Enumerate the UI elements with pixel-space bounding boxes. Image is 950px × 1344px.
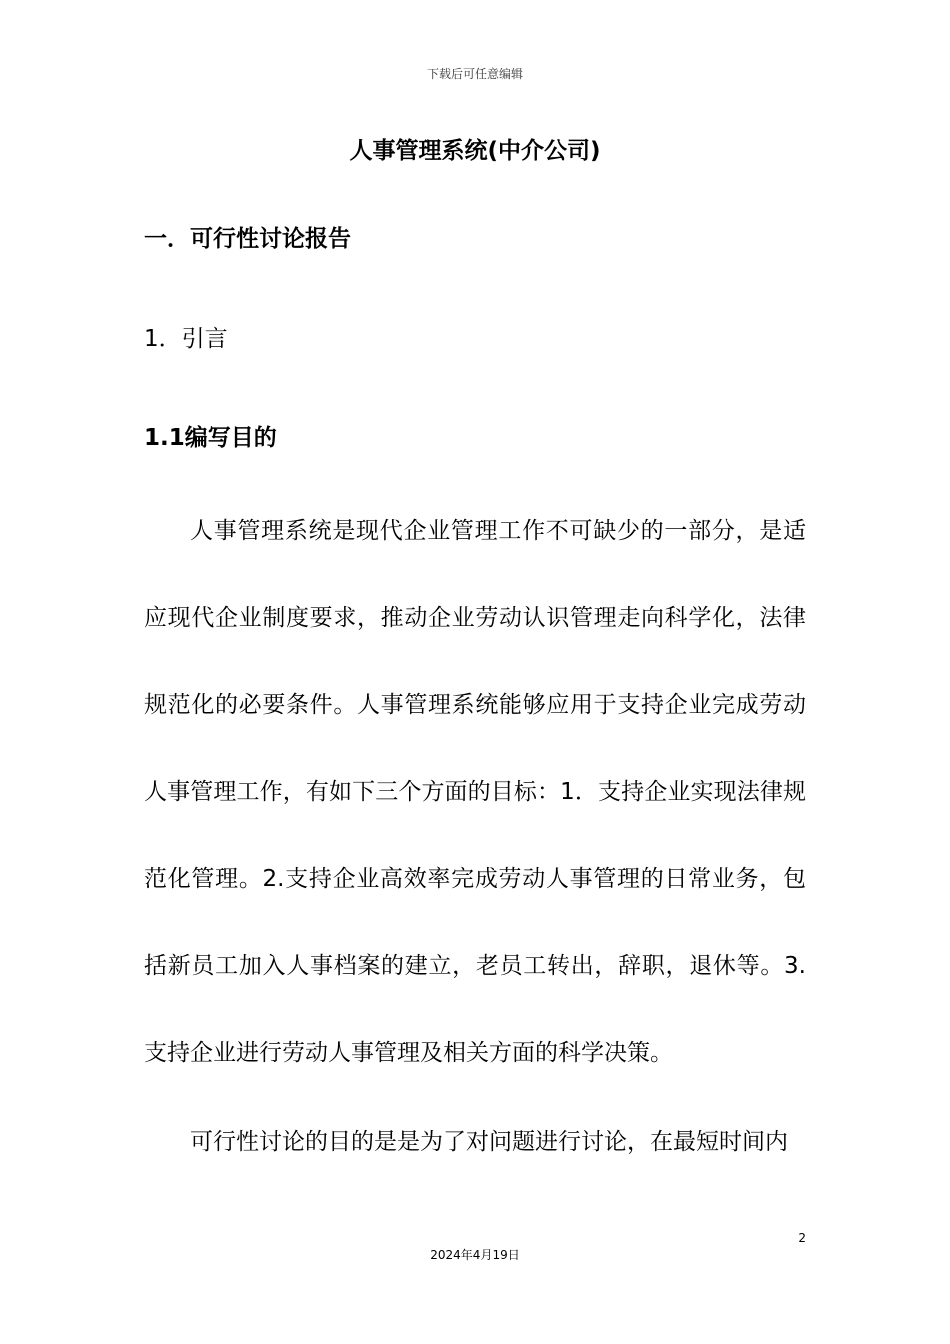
intro-heading: 1．引言 (144, 326, 228, 352)
document-title: 人事管理系统(中介公司) (349, 138, 601, 164)
subsection-heading: 1.1编写目的 (144, 425, 277, 451)
header-note: 下载后可任意编辑 (426, 67, 523, 81)
footer-date: 2024年4月19日 (430, 1248, 520, 1262)
body-paragraph: 可行性讨论的目的是是为了对问题进行讨论，在最短时间内 (190, 1129, 788, 1155)
page-number: 2 (798, 1231, 806, 1245)
section-heading: 一．可行性讨论报告 (144, 226, 351, 252)
body-paragraph: 人事管理系统是现代企业管理工作不可缺少的一部分，是适应现代企业制度要求，推动企业劳动认识管理走向科学化，法律规范化的必要条件。人事管理系统能够应用于支持企业完成劳动人事管理工作，有如下三个方面的目标：1．支持企业实现法律规范化管理。2.支持企业高效率完成劳动人事管理的日常业务，包括新员工加入人事档案的建立，老员工转出，辞职，退休等。3.支持企业进行劳动人事管理及相关方面的科学决策。 (144, 518, 806, 1066)
